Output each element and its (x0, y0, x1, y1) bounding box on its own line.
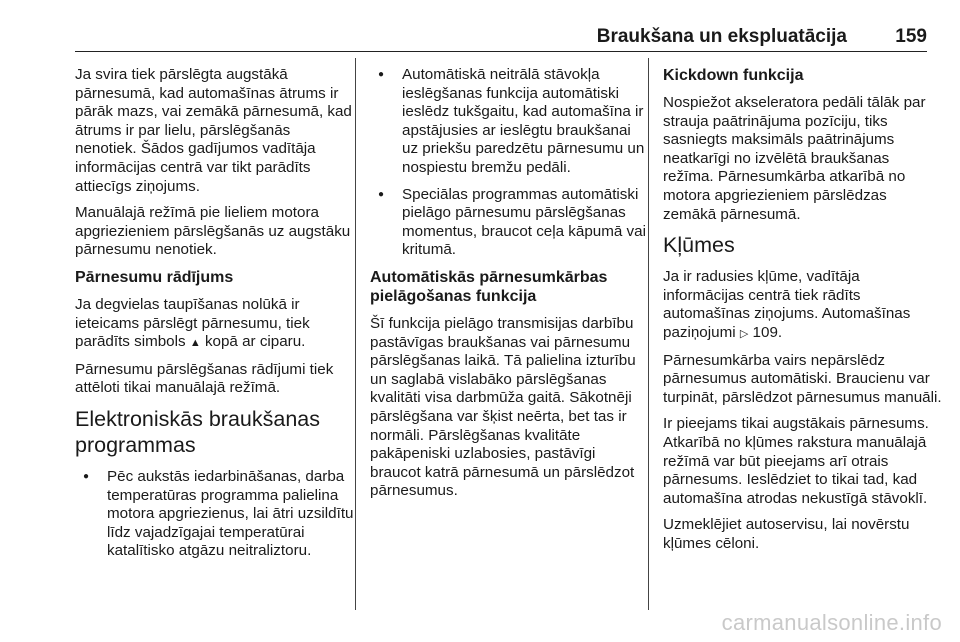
page-reference-arrow-icon: ▷ (739, 327, 749, 340)
paragraph: Šī funkcija pielāgo transmisijas darbību pastāvīgas braukšanas vai pārnesumu pārslēgšanas laikā. Tā palielina izturību un saglabā vislabāko pārslēgšanas kvalitāti visa darbmūža gaitā. Sākotnēji pārslēgšana var šķist neērta, bet tas ir normāli. Pārslēgšanas kvalitāte pakāpeniski uzlabosies, pastāvīgi braucot katrā pārnesumā un pārslēdzot pārnesumus. (370, 314, 636, 500)
section-heading: Kickdown funkcija (663, 67, 804, 84)
page-number: 159 (895, 26, 927, 47)
column-divider (355, 58, 356, 610)
bullet-list (75, 468, 355, 561)
paragraph: Manuālajā režīmā pie lieliem motora apgriezieniem pārslēgšanās uz augstāku pārnesumu nenotiek. (75, 204, 351, 259)
section-heading-large: Elektroniskās braukšanas programmas (75, 406, 320, 457)
paragraph: Nospiežot akseleratora pedāli tālāk par strauja paātrinājuma pozīciju, tiks sasniegts maksimāls paātrinājums neatkarīgi no izvēlētā braukšanas režīma. Pārnesumkārba atkarībā no motora apgriezieniem pārslēdzas zemākā pārnesumā. (663, 94, 926, 223)
header-rule (75, 51, 927, 52)
column-3 (663, 66, 943, 561)
section-heading-large: Kļūmes (663, 233, 735, 258)
section-heading: Pārnesumu rādījums (75, 268, 234, 286)
paragraph: Ja svira tiek pārslēgta augstākā pārnesumā, kad automašīnas ātrums ir pārāk mazs, vai zemākā pārnesumā, kad ātrums ir par lielu, pārslēgšanās nenotiek. Šādos gadījumos vadītāja informācijas centrā var tikt parādīts attiecīgs ziņojums. (75, 66, 352, 195)
section-heading: Automātiskās pārnesumkārbas pielāgošanas funkcija (370, 268, 608, 305)
paragraph: Ja ir radusies kļūme, vadītāja informācijas centrā tiek rādīts automašīnas ziņojums. Automašīnas paziņojumi ▷ 109. (663, 268, 911, 341)
paragraph: Ir pieejams tikai augstākais pārnesums. Atkarībā no kļūmes rakstura manuālajā režīmā var būt pieejams arī otrais pārnesums. Ieslēdziet to tikai tad, kad automašīna atrodas nekustīgā stāvoklī. (663, 415, 929, 507)
paragraph: Pārnesumu pārslēgšanas rādījumi tiek attēloti tikai manuālajā režīmā. (75, 360, 334, 397)
bullet-list (370, 66, 650, 260)
page-reference-link[interactable]: 109. (752, 323, 783, 341)
watermark: carmanualsonline.info (721, 610, 942, 635)
list-item: ● Pēc aukstās iedarbināšanas, darba temperatūras programma palielina motora apgriezienus, lai ātri uzsildītu līdz vajadzīgajai temperatūrai katalītisko atgāzu neitraliztoru. (75, 468, 355, 561)
list-item: ● Automātiskā neitrālā stāvokļa ieslēgšanas funkcija automātiski ieslēdz tukšgaitu, kad automašīna ir apstājusies ar ieslēgtu braukšanai uz priekšu paredzētu pārnesumu un nospiestu bremžu pedāli. (370, 66, 650, 178)
paragraph: Uzmeklējiet autoservisu, lai novērstu kļūmes cēloni. (663, 516, 910, 552)
list-item: ● Speciālas programmas automātiski pielāgo pārnesumu pārslēgšanas momentus, braucot ceļa kāpumā vai kritumā. (370, 186, 650, 260)
column-2 (370, 66, 650, 509)
paragraph: Pārnesumkārba vairs nepārslēdz pārnesumus automātiski. Braucienu var turpināt, pārslēdzot pārnesumus manuāli. (663, 351, 942, 406)
chapter-title: Braukšana un ekspluatācija (596, 26, 847, 47)
upshift-triangle-icon: ▲ (189, 337, 201, 350)
page-header (75, 24, 927, 52)
column-1 (75, 66, 355, 569)
paragraph: Ja degvielas taupīšanas nolūkā ir ieteicams pārslēgt pārnesumu, tiek parādīts simbols ▲ kopā ar ciparu. (75, 295, 310, 351)
